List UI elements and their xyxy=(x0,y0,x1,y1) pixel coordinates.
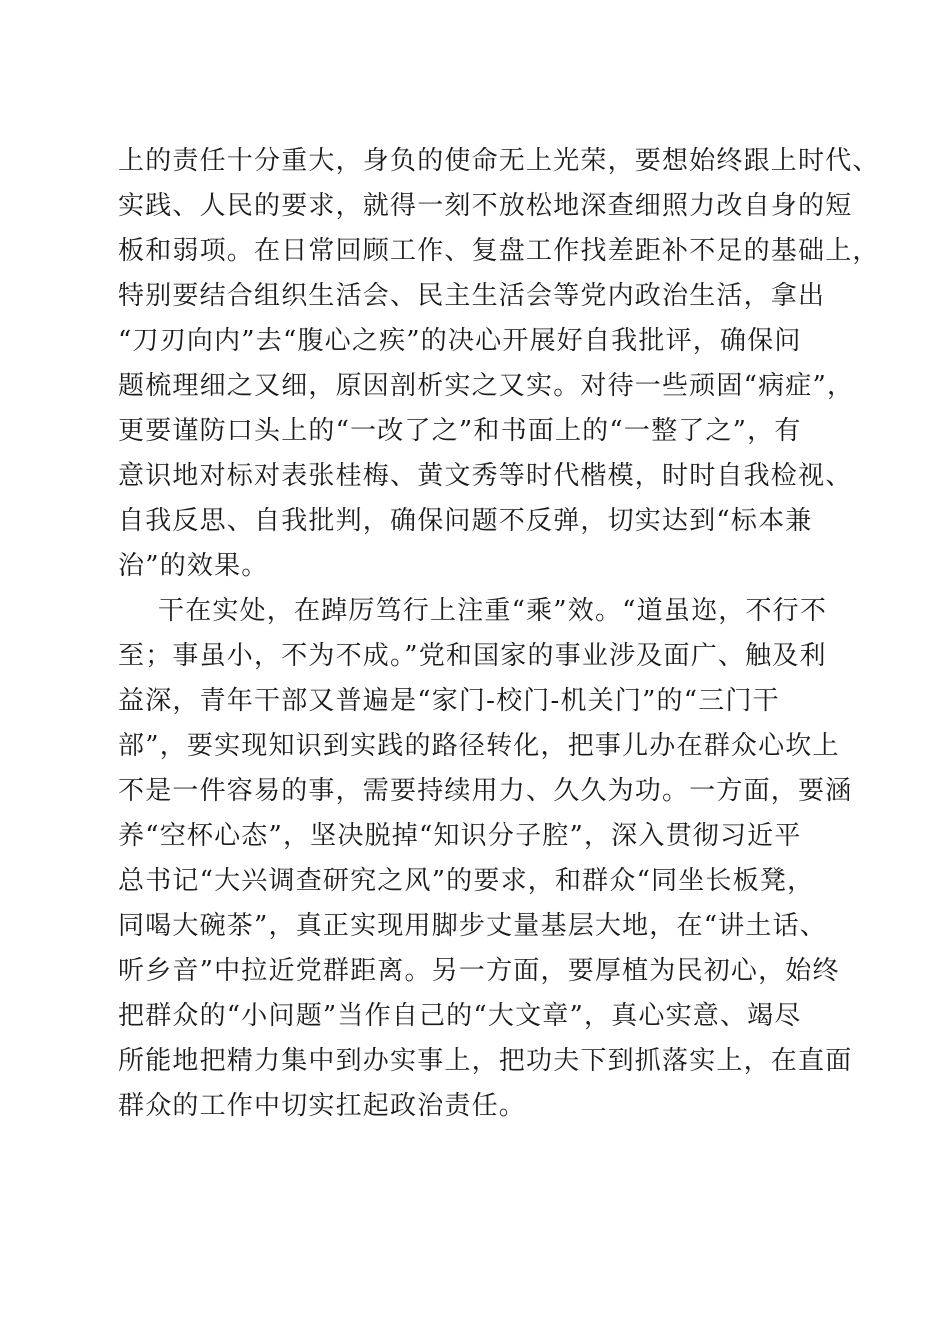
paragraph-2-line-1: 干在实处，在踔厉笃行上注重“乘”效。“道虽迩，不行不 xyxy=(158,596,828,626)
paragraph-2-line-9: 听乡音”中拉近党群距离。另一方面，要厚植为民初心，始终 xyxy=(118,956,840,986)
paragraph-1-line-3: 板和弱项。在日常回顾工作、复盘工作找差距补不足的基础上， xyxy=(118,236,880,266)
paragraph-2-line-7: 总书记“大兴调查研究之风”的要求，和群众“同坐长板凳， xyxy=(118,866,815,896)
paragraph-2-line-4: 部”，要实现知识到实践的路径转化，把事儿办在群众心坎上 xyxy=(118,731,840,761)
paragraph-1-line-2: 实践、人民的要求，就得一刻不放松地深查细照力改自身的短 xyxy=(118,191,853,221)
paragraph-1-line-8: 意识地对标对表张桂梅、黄文秀等时代楷模，时时自我检视、 xyxy=(118,461,853,491)
paragraph-2-line-5: 不是一件容易的事，需要持续用力、久久为功。一方面，要涵 xyxy=(118,776,853,806)
paragraph-2-line-12: 群众的工作中切实扛起政治责任。 xyxy=(118,1091,527,1121)
paragraph-2-line-3: 益深，青年干部又普遍是“家门-校门-机关门”的“三门干 xyxy=(118,686,780,716)
paragraph-2-line-10: 把群众的“小问题”当作自己的“大文章”，真心实意、竭尽 xyxy=(118,1001,802,1031)
paragraph-1-line-6: 题梳理细之又细，原因剖析实之又实。对待一些顽固“病症”， xyxy=(118,371,855,401)
paragraph-1-line-4: 特别要结合组织生活会、民主生活会等党内政治生活，拿出 xyxy=(118,281,826,311)
paragraph-2-line-6: 养“空杯心态”，坚决脱掉“知识分子腔”，深入贯彻习近平 xyxy=(118,821,802,851)
paragraph-1-line-10: 治”的效果。 xyxy=(118,551,269,581)
paragraph-2-line-2: 至；事虽小，不为不成。”党和国家的事业涉及面广、触及利 xyxy=(118,641,827,671)
paragraph-1-line-7: 更要谨防口头上的“一改了之”和书面上的“一整了之”，有 xyxy=(118,416,802,446)
paragraph-1-line-9: 自我反思、自我批判，确保问题不反弹，切实达到“标本兼 xyxy=(118,506,813,536)
paragraph-2-line-8: 同喝大碗茶”，真正实现用脚步丈量基层大地，在“讲土话、 xyxy=(118,911,827,941)
paragraph-1-line-1: 上的责任十分重大，身负的使命无上光荣，要想始终跟上时代、 xyxy=(118,146,880,176)
paragraph-1-line-5: “刀刃向内”去“腹心之疾”的决心开展好自我批评，确保问 xyxy=(118,326,802,356)
paragraph-2-line-11: 所能地把精力集中到办实事上，把功夫下到抓落实上，在直面 xyxy=(118,1046,853,1076)
